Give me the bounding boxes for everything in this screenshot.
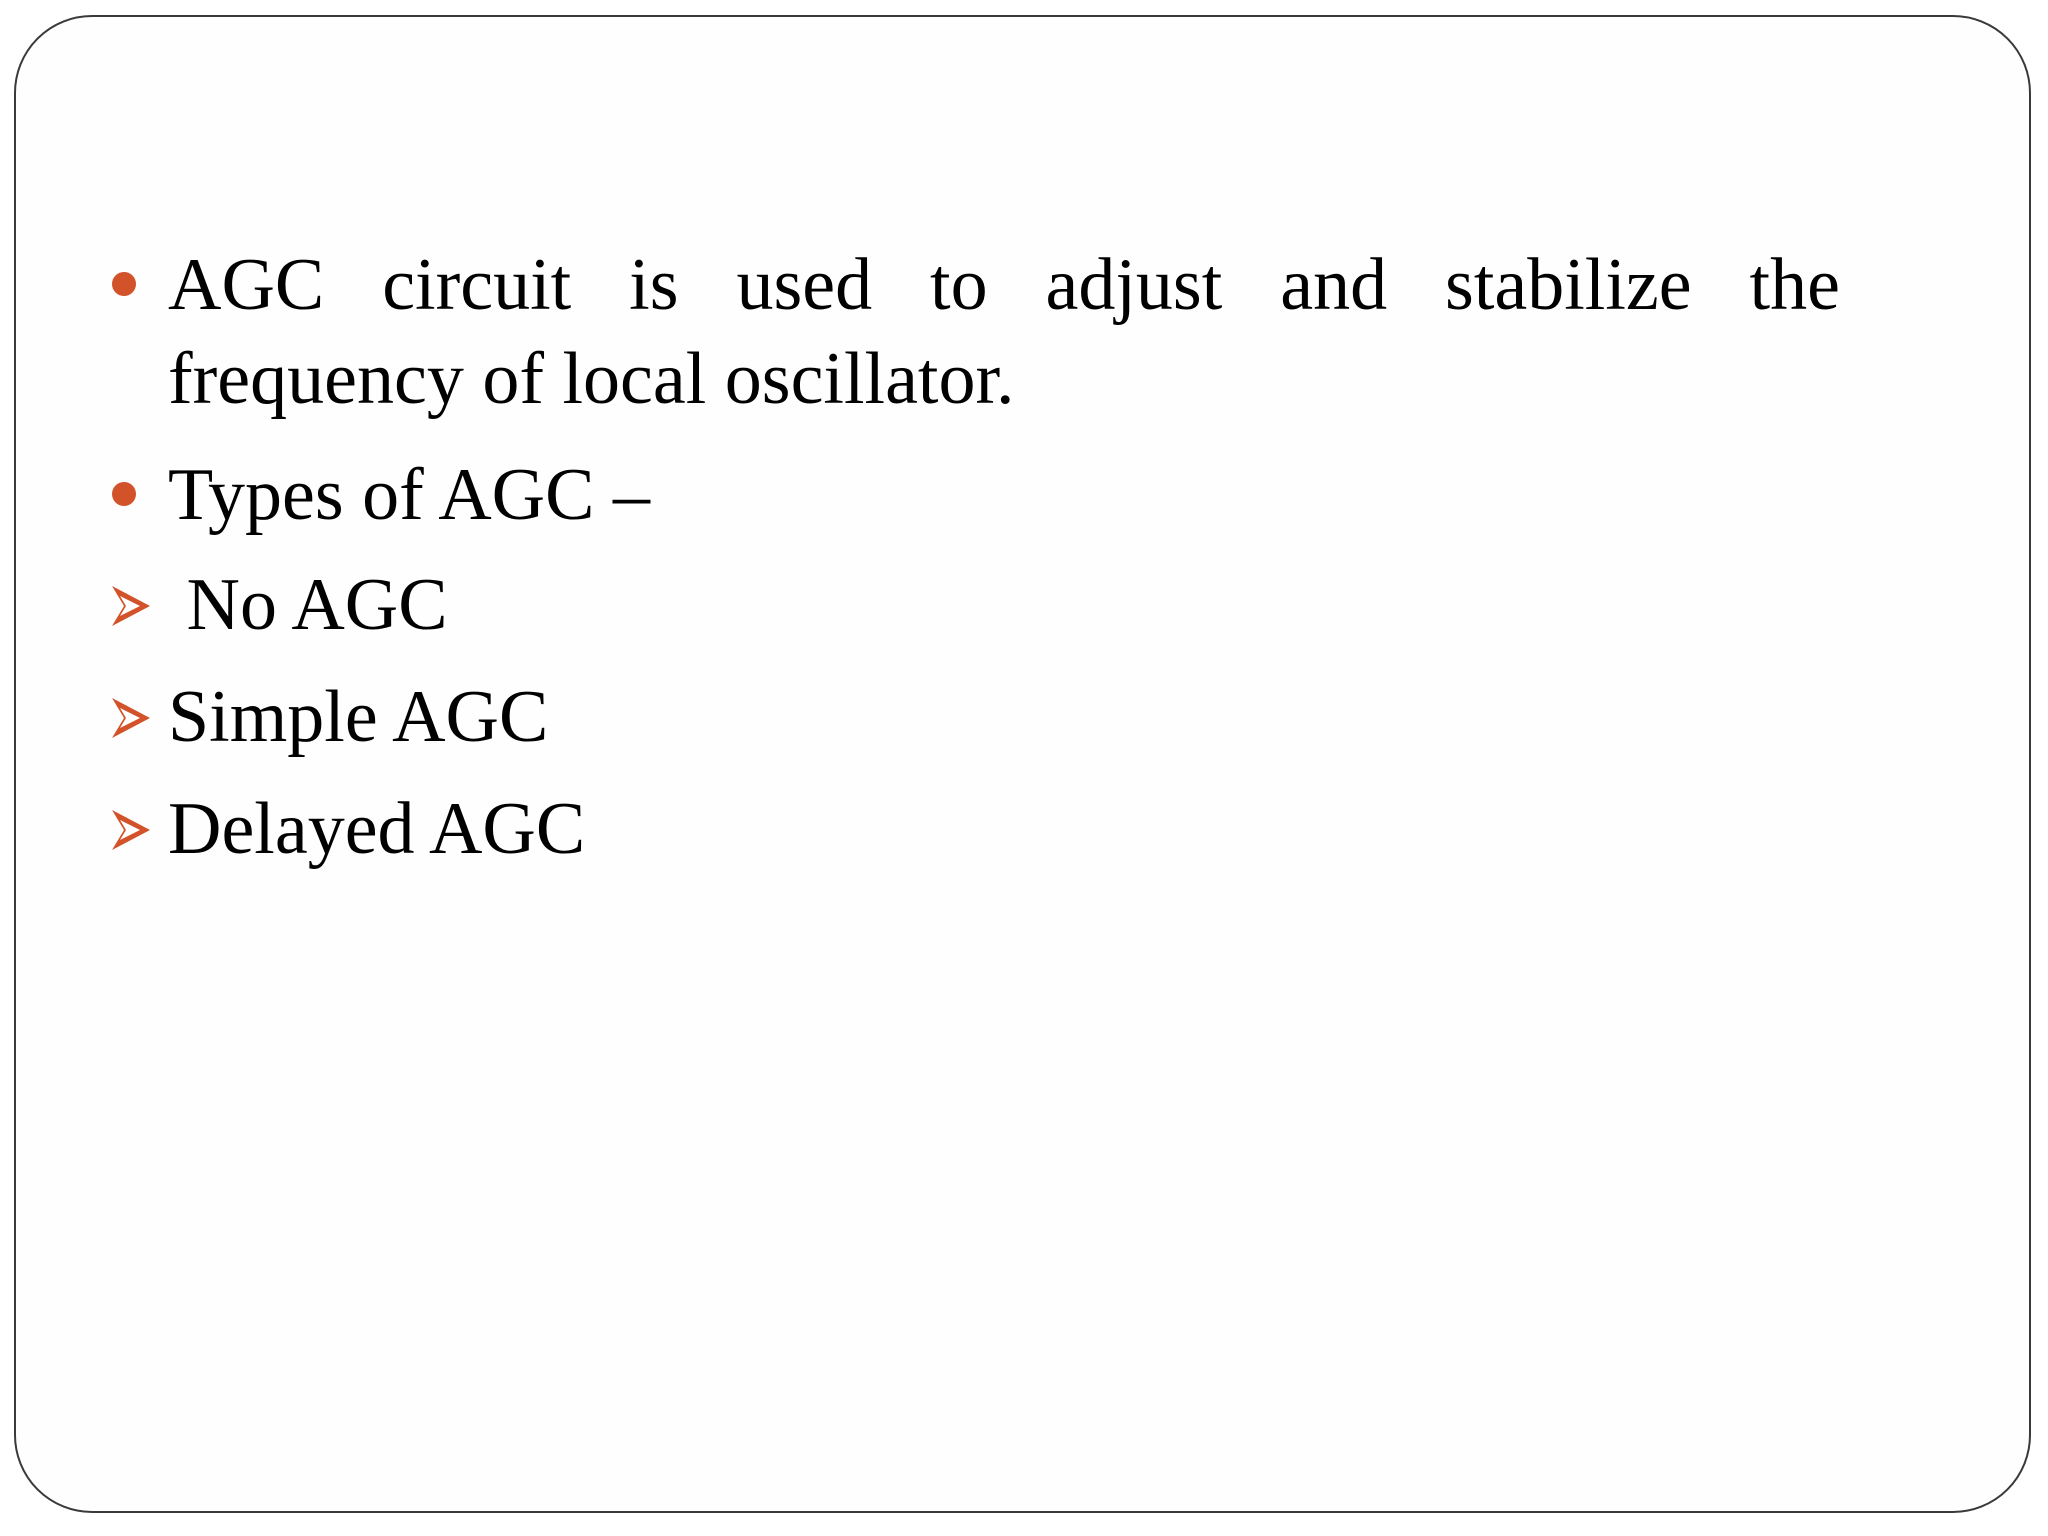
bullet-1-line-2: frequency of local oscillator. [168, 338, 1015, 420]
word: AGC [168, 244, 325, 326]
arrow-bullet-icon [110, 584, 152, 628]
word: stabilize [1445, 244, 1692, 326]
round-bullet-icon [112, 482, 136, 506]
word: circuit [382, 244, 572, 326]
word: is [629, 244, 679, 326]
word: adjust [1045, 244, 1223, 326]
arrow-bullet-icon [110, 808, 152, 852]
bullet-1-line-1 [168, 238, 1840, 332]
bullet-2-text: Types of AGC – [168, 454, 650, 536]
arrow-bullet-icon [110, 696, 152, 740]
round-bullet-icon [112, 272, 136, 296]
sub-item-simple-agc: Simple AGC [168, 676, 549, 758]
sub-item-no-agc: No AGC [168, 564, 448, 646]
word: to [930, 244, 988, 326]
word: used [736, 244, 873, 326]
sub-item-delayed-agc: Delayed AGC [168, 788, 586, 870]
word: and [1280, 244, 1388, 326]
word: the [1749, 244, 1840, 326]
